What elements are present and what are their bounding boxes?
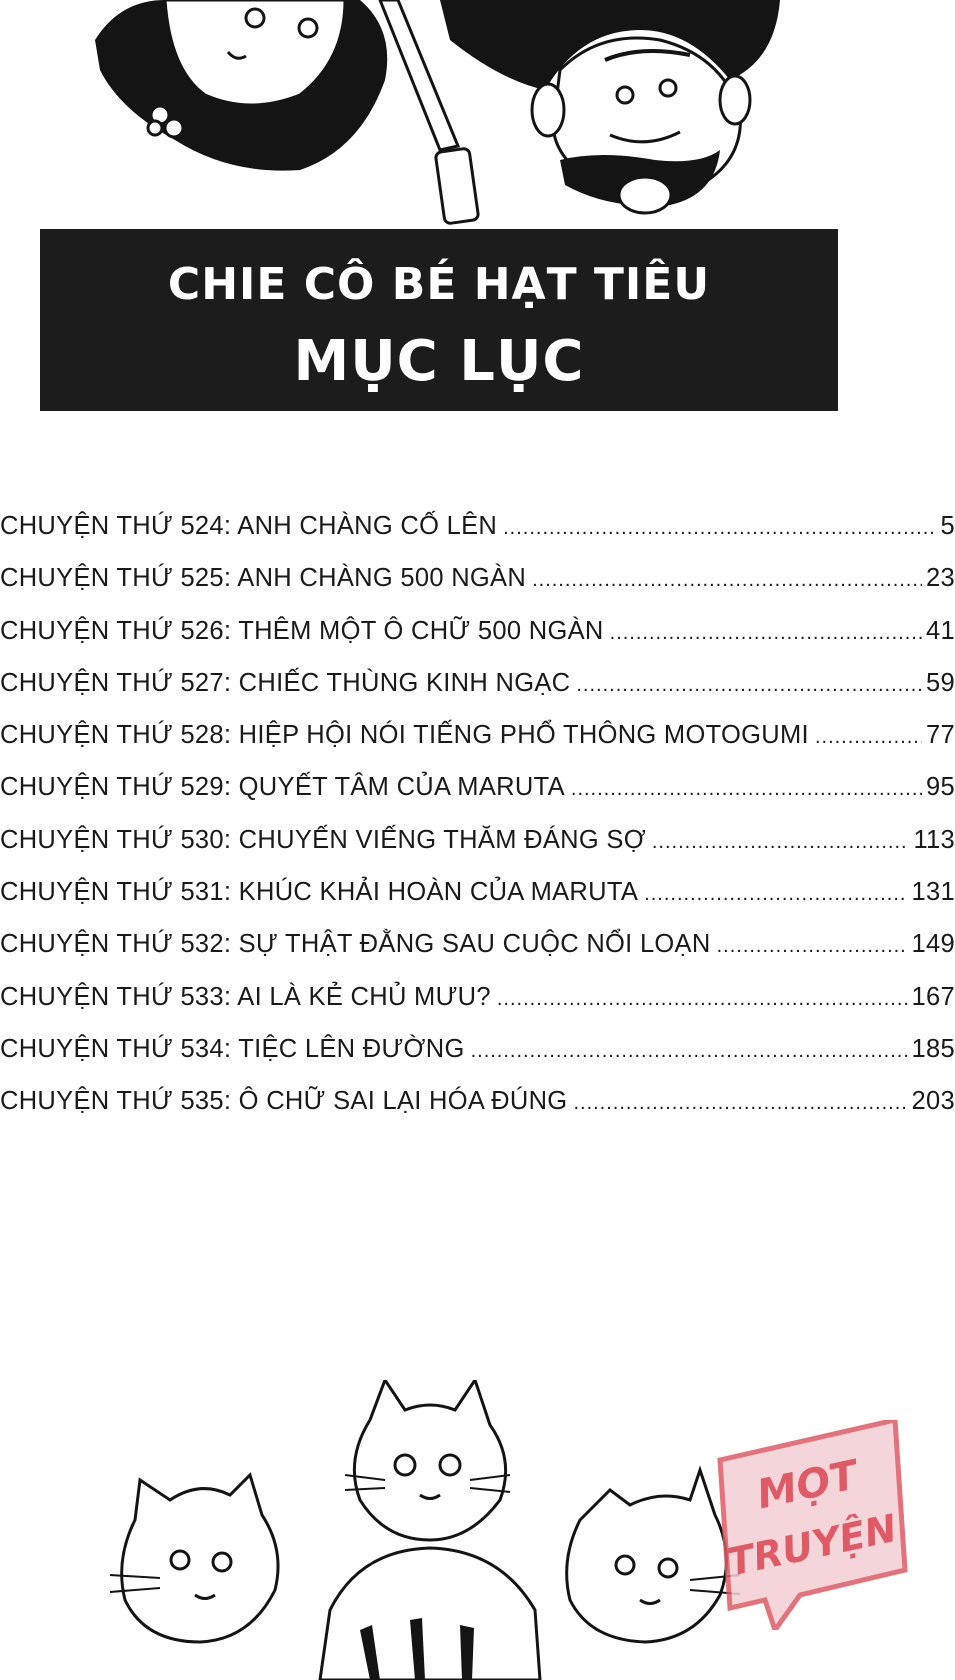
toc-entry-title: CHUYỆN THỨ 531: KHÚC KHẢI HOÀN CỦA MARUTA bbox=[0, 878, 639, 907]
toc-entry-page: 41 bbox=[926, 616, 955, 645]
toc-entry-page: 5 bbox=[940, 512, 955, 540]
toc-entry-title: CHUYỆN THỨ 527: CHIẾC THÙNG KINH NGẠC bbox=[0, 668, 571, 697]
toc-entry-title: CHUYỆN THỨ 528: HIỆP HỘI NÓI TIẾNG PHỔ THÔNG MOTOGUMI bbox=[0, 721, 809, 750]
toc-entry-title: CHUYỆN THỨ 534: TIỆC LÊN ĐƯỜNG bbox=[0, 1034, 465, 1063]
toc-entry bbox=[0, 983, 955, 1035]
toc-entry bbox=[0, 1035, 955, 1087]
watermark-line2: TRUYỆN bbox=[723, 1505, 901, 1585]
toc-entry-page: 77 bbox=[926, 721, 955, 750]
dot-leader bbox=[610, 622, 922, 645]
watermark-line1: MỌT bbox=[753, 1452, 862, 1519]
toc-entry-title: CHUYỆN THỨ 524: ANH CHÀNG CỐ LÊN bbox=[0, 512, 498, 540]
toc-entry-title: CHUYỆN THỨ 530: CHUYẾN VIẾNG THĂM ĐÁNG SỢ bbox=[0, 825, 646, 854]
toc-entry-title: CHUYỆN THỨ 526: THÊM MỘT Ô CHỮ 500 NGÀN bbox=[0, 616, 604, 645]
dot-leader bbox=[717, 935, 908, 958]
top-illustration bbox=[0, 0, 955, 230]
toc-entry bbox=[0, 669, 955, 721]
toc-entry-title: CHUYỆN THỨ 525: ANH CHÀNG 500 NGÀN bbox=[0, 564, 527, 593]
toc-entry bbox=[0, 617, 955, 669]
toc-entry-page: 149 bbox=[911, 930, 955, 959]
dot-leader bbox=[576, 674, 922, 697]
dot-leader bbox=[815, 726, 922, 749]
toc-entry-title: CHUYỆN THỨ 535: Ô CHỮ SAI LẠI HÓA ĐÚNG bbox=[0, 1087, 568, 1116]
toc-entry-page: 95 bbox=[926, 773, 955, 802]
dot-leader bbox=[644, 883, 907, 906]
toc-entry-page: 113 bbox=[913, 825, 955, 854]
toc-entry-title: CHUYỆN THỨ 529: QUYẾT TÂM CỦA MARUTA bbox=[0, 773, 565, 802]
dot-leader bbox=[497, 988, 908, 1011]
dot-leader bbox=[503, 517, 936, 540]
toc-entry-page: 131 bbox=[911, 878, 955, 907]
table-of-contents bbox=[0, 512, 955, 1140]
toc-entry-page: 23 bbox=[926, 564, 955, 593]
toc-entry-title: CHUYỆN THỨ 533: AI LÀ KẺ CHỦ MƯU? bbox=[0, 982, 491, 1011]
toc-entry bbox=[0, 773, 955, 825]
section-title: MỤC LỤC bbox=[293, 329, 585, 394]
toc-entry-page: 203 bbox=[911, 1087, 955, 1116]
dot-leader bbox=[532, 569, 922, 592]
dot-leader bbox=[471, 1040, 908, 1063]
toc-entry-page: 167 bbox=[911, 982, 955, 1011]
toc-entry bbox=[0, 878, 955, 930]
toc-entry-title: CHUYỆN THỨ 532: SỰ THẬT ĐẰNG SAU CUỘC NỔI LOẠN bbox=[0, 930, 711, 959]
toc-entry bbox=[0, 1087, 955, 1139]
series-title: CHIE CÔ BÉ HẠT TIÊU bbox=[167, 259, 711, 310]
toc-entry-page: 59 bbox=[926, 668, 955, 697]
toc-entry bbox=[0, 826, 955, 878]
toc-entry bbox=[0, 564, 955, 616]
watermark-logo bbox=[705, 1420, 920, 1630]
dot-leader bbox=[571, 778, 922, 801]
dot-leader bbox=[652, 831, 910, 854]
toc-entry bbox=[0, 721, 955, 773]
toc-entry bbox=[0, 930, 955, 982]
toc-entry bbox=[0, 512, 955, 564]
dot-leader bbox=[573, 1092, 907, 1115]
title-banner bbox=[40, 229, 838, 411]
toc-entry-page: 185 bbox=[911, 1034, 955, 1063]
